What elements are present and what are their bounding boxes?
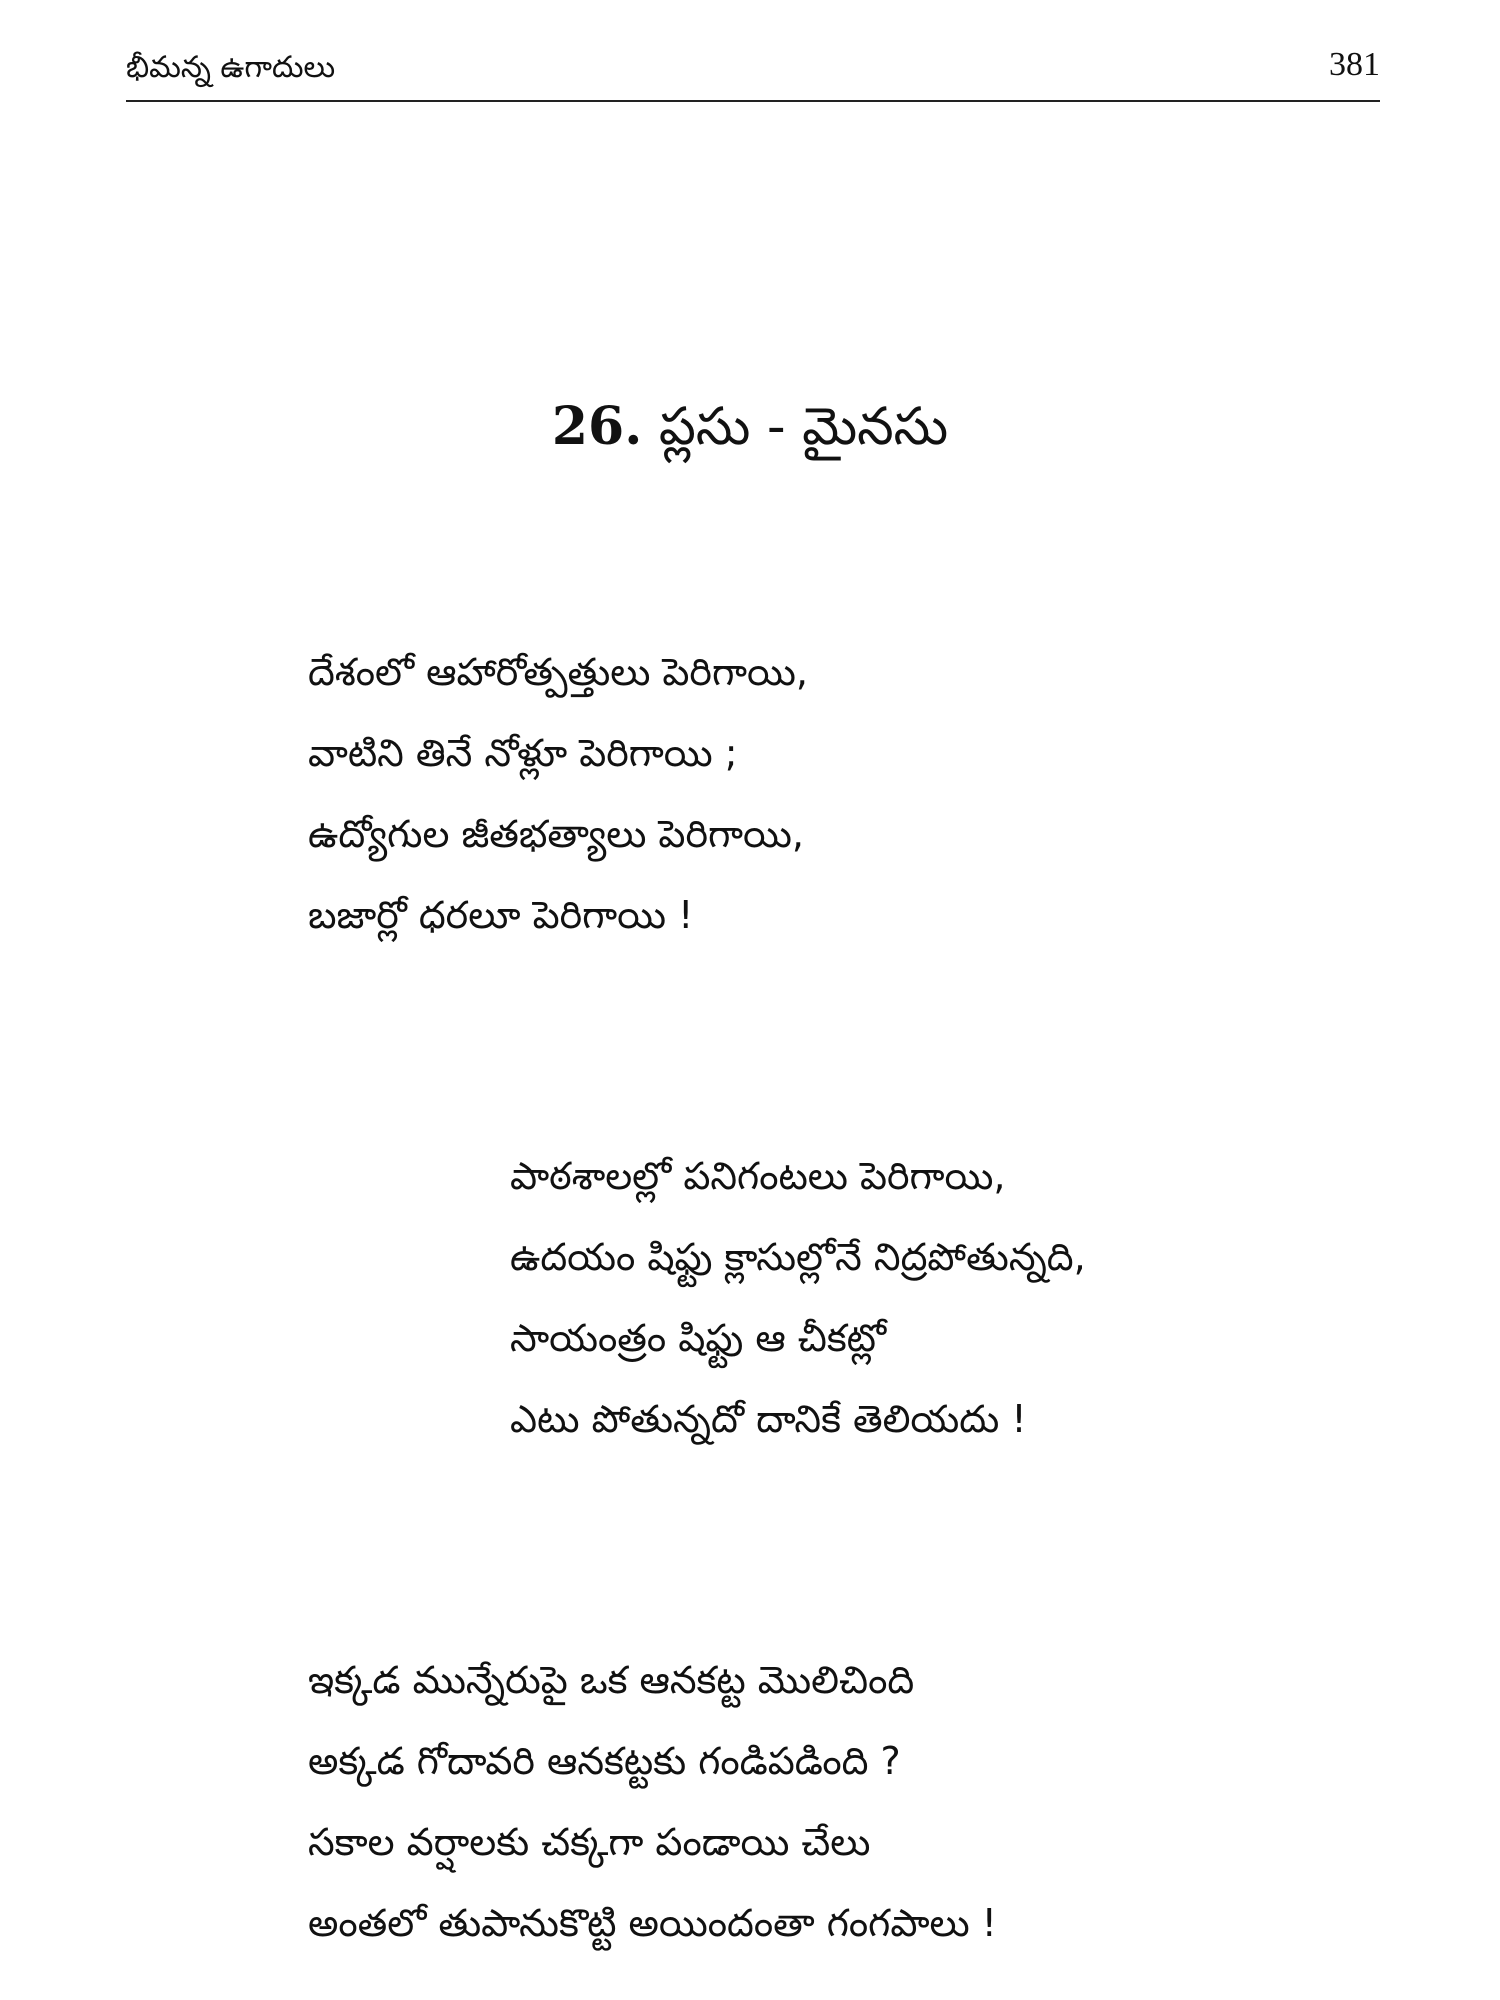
stanza-1 (308, 632, 808, 956)
poem-line: ఇక్కడ మున్నేరుపై ఒక ఆనకట్ట మొలిచింది (308, 1658, 915, 1702)
poem-line: బజార్లో ధరలూ పెరిగాయి ! (308, 893, 694, 937)
poem-line: పాఠశాలల్లో పనిగంటలు పెరిగాయి, (510, 1154, 1006, 1198)
page-number: 381 (1329, 46, 1380, 83)
poem-line: ఉద్యోగుల జీతభత్యాలు పెరిగాయి, (308, 812, 804, 856)
poem-number: 26. (551, 396, 643, 457)
poem-line: అక్కడ గోదావరి ఆనకట్టకు గండిపడింది ? (308, 1739, 901, 1783)
poem-line: వాటిని తినే నోళ్లూ పెరిగాయి ; (308, 731, 738, 775)
poem-line: దేశంలో ఆహారోత్పత్తులు పెరిగాయి, (308, 650, 808, 694)
poem-line: ఎటు పోతున్నదో దానికే తెలియదు ! (510, 1397, 1027, 1441)
stanza-2 (510, 1136, 1086, 1460)
header-rule (126, 100, 1380, 102)
page-header (126, 40, 1380, 100)
stanza-3 (308, 1640, 997, 1964)
poem-title-text: ప్లసు - మైనసు (658, 397, 949, 457)
poem-line: ఉదయం షిఫ్టు క్లాసుల్లోనే నిద్రపోతున్నది, (510, 1235, 1086, 1279)
poem-line: అంతలో తుపానుకొట్టి అయిందంతా గంగపాలు ! (308, 1901, 997, 1945)
poem-title (0, 392, 1500, 462)
running-title: భీమన్న ఉగాదులు (126, 50, 336, 85)
poem-line: సాయంత్రం షిఫ్టు ఆ చీకట్లో (510, 1316, 887, 1360)
poem-line: సకాల వర్షాలకు చక్కగా పండాయి చేలు (308, 1820, 871, 1864)
